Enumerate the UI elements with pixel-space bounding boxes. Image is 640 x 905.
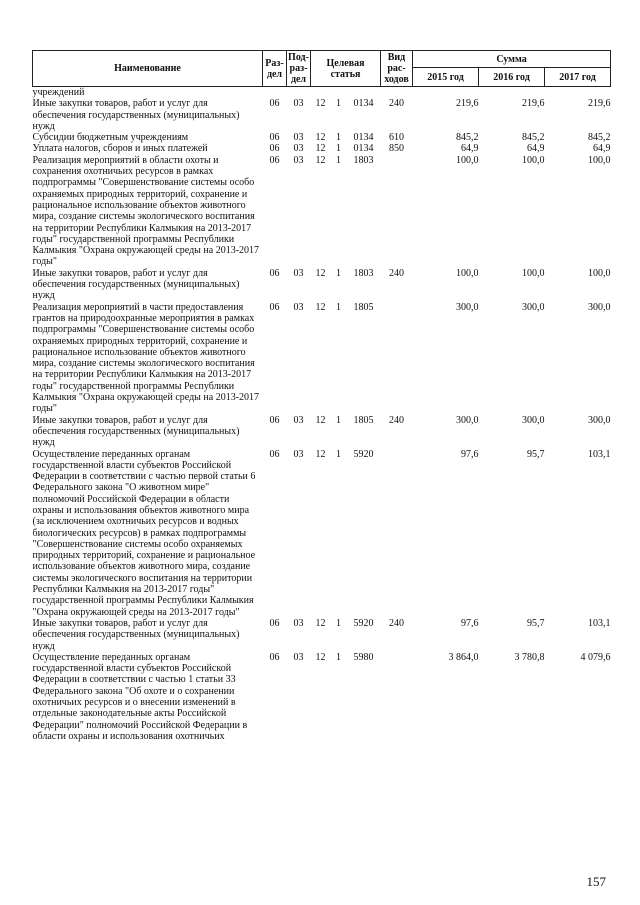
budget-table	[32, 50, 611, 742]
row-vid: 610	[389, 132, 404, 144]
header-podrazdel: Под-раз-дел	[288, 52, 309, 85]
table-row	[33, 87, 611, 99]
table-header	[33, 51, 611, 87]
row-cs-direction: 0134	[353, 132, 374, 144]
row-cs-subprogram: 1	[336, 143, 341, 155]
header-razdel: Раз-дел	[263, 51, 287, 87]
row-name: Осуществление переданных органам государственной власти субъектов Российской Федерации в соответствии с частью первой статьи 6 Федерального закона "О животном мире" полномочий Российской Федерации в области охраны и использования объектов животного мира (за исключением охотничьих ресурсов и водных биологических ресурсов) в рамках подпрограммы "Совершенствование системы особо охраняемых природных территорий, сохранение и рациональное использование объектов животного мира, создание системы экологического воспитания на территории Республики Калмыкия на 2013-2017 годы" государственной программы Республики Калмыкия "Охрана окружающей среды на 2013-2017 годы"	[32, 448, 256, 618]
row-sum-2015	[413, 87, 479, 99]
row-podrazdel: 03	[293, 617, 304, 629]
row-name: Реализация мероприятий в части предоставления грантов на природоохранные мероприятия в рамках подпрограммы "Совершенствование системы особо охраняемых природных территорий, сохранение и рациональное использование объектов животного мира, создание системы экологического воспитания на территории Республики Калмыкия на 2013-2017 годы" государственной программы Республики Калмыкия "Охрана окружающей среды на 2013-2017 годы"	[32, 301, 260, 415]
row-sum-2016: 300,0	[522, 301, 545, 313]
row-cs-subprogram: 1	[336, 301, 341, 313]
row-cs-subprogram	[331, 87, 347, 99]
row-sum-2017: 100,0	[588, 154, 611, 166]
table-row	[33, 449, 611, 618]
row-sum-2015: 100,0	[456, 267, 479, 279]
table-row	[33, 143, 611, 154]
row-cs-direction: 1805	[353, 301, 374, 313]
row-sum-2015: 219,6	[456, 98, 479, 110]
row-name: Иные закупки товаров, работ и услуг для обеспечения государственных (муниципальных) нужд	[32, 98, 240, 132]
row-cs-program: 12	[315, 617, 326, 629]
table-row	[33, 302, 611, 415]
header-2015: 2015 год	[413, 68, 479, 87]
row-cs-direction: 0134	[353, 143, 374, 155]
row-podrazdel: 03	[293, 651, 304, 663]
row-cs-program: 12	[315, 301, 326, 313]
table-row	[33, 415, 611, 449]
row-cs-subprogram: 1	[336, 154, 341, 166]
row-podrazdel: 03	[293, 154, 304, 166]
row-cs-program: 12	[315, 267, 326, 279]
row-sum-2015: 97,6	[461, 448, 479, 460]
row-sum-2017: 103,1	[588, 617, 611, 629]
row-vid: 850	[389, 143, 404, 155]
row-name: Иные закупки товаров, работ и услуг для обеспечения государственных (муниципальных) нужд	[32, 617, 240, 652]
row-name: Реализация мероприятий в области охоты и сохранения охотничьих ресурсов в рамках подпрограммы "Совершенствование системы особо охраняемых природных территорий, сохранение и рациональное использование объектов животного мира, создание системы экологического воспитания на территории Республики Калмыкия на 2013-2017 годы" государственной программы Республики Калмыкия "Охрана окружающей среды на 2013-2017 годы"	[32, 154, 260, 268]
row-sum-2016: 100,0	[522, 154, 545, 166]
row-cs-program: 12	[315, 143, 326, 155]
row-cs-program: 12	[315, 98, 326, 110]
row-sum-2017	[545, 87, 611, 99]
row-vid: 240	[389, 414, 404, 426]
row-sum-2015: 845,2	[456, 132, 479, 144]
row-podrazdel: 03	[293, 414, 304, 426]
row-vid: 240	[389, 98, 404, 110]
row-cs-subprogram: 1	[336, 132, 341, 144]
row-sum-2017: 64,9	[593, 143, 611, 155]
row-sum-2017: 100,0	[588, 267, 611, 279]
row-sum-2015: 97,6	[461, 617, 479, 629]
row-sum-2016: 100,0	[522, 267, 545, 279]
row-podrazdel: 03	[293, 143, 304, 155]
header-vid-rashodov: Вид рас-ходов	[381, 51, 413, 87]
row-vid	[381, 302, 413, 415]
row-cs-subprogram: 1	[336, 651, 341, 663]
row-sum-2016: 845,2	[522, 132, 545, 144]
row-sum-2017: 845,2	[588, 132, 611, 144]
table-row	[33, 155, 611, 268]
row-razdel: 06	[269, 414, 280, 426]
row-vid	[381, 87, 413, 99]
row-cs-direction: 1803	[353, 154, 374, 166]
row-vid	[381, 652, 413, 742]
row-podrazdel: 03	[293, 301, 304, 313]
row-cs-direction: 1805	[353, 414, 374, 426]
page-number: 157	[586, 874, 606, 889]
header-name: Наименование	[33, 51, 263, 87]
row-razdel: 06	[269, 267, 280, 279]
row-sum-2015: 3 864,0	[448, 651, 479, 663]
row-sum-2016: 95,7	[527, 448, 545, 460]
row-razdel: 06	[269, 143, 280, 155]
row-sum-2016: 219,6	[522, 98, 545, 110]
row-cs-program	[311, 87, 331, 99]
row-sum-2017: 4 079,6	[580, 651, 611, 663]
row-name: Иные закупки товаров, работ и услуг для обеспечения государственных (муниципальных) нужд	[32, 267, 240, 302]
row-cs-subprogram: 1	[336, 448, 341, 460]
row-podrazdel: 03	[293, 448, 304, 460]
row-podrazdel: 03	[293, 98, 304, 110]
row-name: Иные закупки товаров, работ и услуг для обеспечения государственных (муниципальных) нужд	[32, 414, 240, 449]
table-row	[33, 268, 611, 302]
table-row	[33, 652, 611, 742]
table-row	[33, 132, 611, 143]
row-razdel: 06	[269, 448, 280, 460]
row-cs-direction: 5920	[353, 617, 374, 629]
row-razdel: 06	[269, 651, 280, 663]
row-vid: 240	[389, 267, 404, 279]
row-sum-2015: 64,9	[461, 143, 479, 155]
row-cs-subprogram: 1	[336, 267, 341, 279]
table-row	[33, 98, 611, 132]
row-cs-direction	[347, 87, 381, 99]
header-2017: 2017 год	[545, 68, 611, 87]
row-vid	[381, 449, 413, 618]
row-sum-2016: 300,0	[522, 414, 545, 426]
row-sum-2015: 300,0	[456, 301, 479, 313]
row-name: Осуществление переданных органам государственной власти субъектов Российской Федерации в соответствии с частью 1 статьи 33 Федерального закона "Об охоте и о сохранении охотничьих ресурсов и о внесении изменений в отдельные законодательные акты Российской Федерации" полномочий Российской Федерации в области охраны и использования охотничьих	[32, 651, 248, 742]
row-name: Субсидии бюджетным учреждениям	[32, 132, 189, 144]
row-sum-2017: 103,1	[588, 448, 611, 460]
row-cs-subprogram: 1	[336, 414, 341, 426]
row-cs-subprogram: 1	[336, 617, 341, 629]
row-sum-2016: 3 780,8	[514, 651, 545, 663]
row-cs-direction: 0134	[353, 98, 374, 110]
row-cs-direction: 1803	[353, 267, 374, 279]
row-cs-program: 12	[315, 414, 326, 426]
row-cs-program: 12	[315, 132, 326, 144]
row-sum-2016: 95,7	[527, 617, 545, 629]
row-razdel: 06	[269, 154, 280, 166]
row-sum-2017: 300,0	[588, 414, 611, 426]
row-razdel: 06	[269, 132, 280, 144]
table-body	[33, 87, 611, 743]
row-name: учреждений	[32, 87, 85, 98]
row-sum-2016: 64,9	[527, 143, 545, 155]
header-summa: Сумма	[413, 51, 611, 68]
row-cs-program: 12	[315, 448, 326, 460]
row-podrazdel: 03	[293, 267, 304, 279]
row-sum-2015: 300,0	[456, 414, 479, 426]
row-cs-program: 12	[315, 154, 326, 166]
row-sum-2015: 100,0	[456, 154, 479, 166]
header-2016: 2016 год	[479, 68, 545, 87]
row-vid: 240	[389, 617, 404, 629]
row-razdel	[263, 87, 287, 99]
row-podrazdel	[287, 87, 311, 99]
table-row	[33, 618, 611, 652]
row-sum-2017: 219,6	[588, 98, 611, 110]
row-cs-direction: 5920	[353, 448, 374, 460]
row-cs-program: 12	[315, 651, 326, 663]
row-name: Уплата налогов, сборов и иных платежей	[32, 143, 208, 155]
row-razdel: 06	[269, 98, 280, 110]
row-vid	[381, 155, 413, 268]
header-celevaya-statya: Целевая статья	[311, 51, 381, 87]
row-sum-2017: 300,0	[588, 301, 611, 313]
row-sum-2016	[479, 87, 545, 99]
row-razdel: 06	[269, 301, 280, 313]
row-razdel: 06	[269, 617, 280, 629]
row-cs-subprogram: 1	[336, 98, 341, 110]
row-podrazdel: 03	[293, 132, 304, 144]
row-cs-direction: 5980	[353, 651, 374, 663]
